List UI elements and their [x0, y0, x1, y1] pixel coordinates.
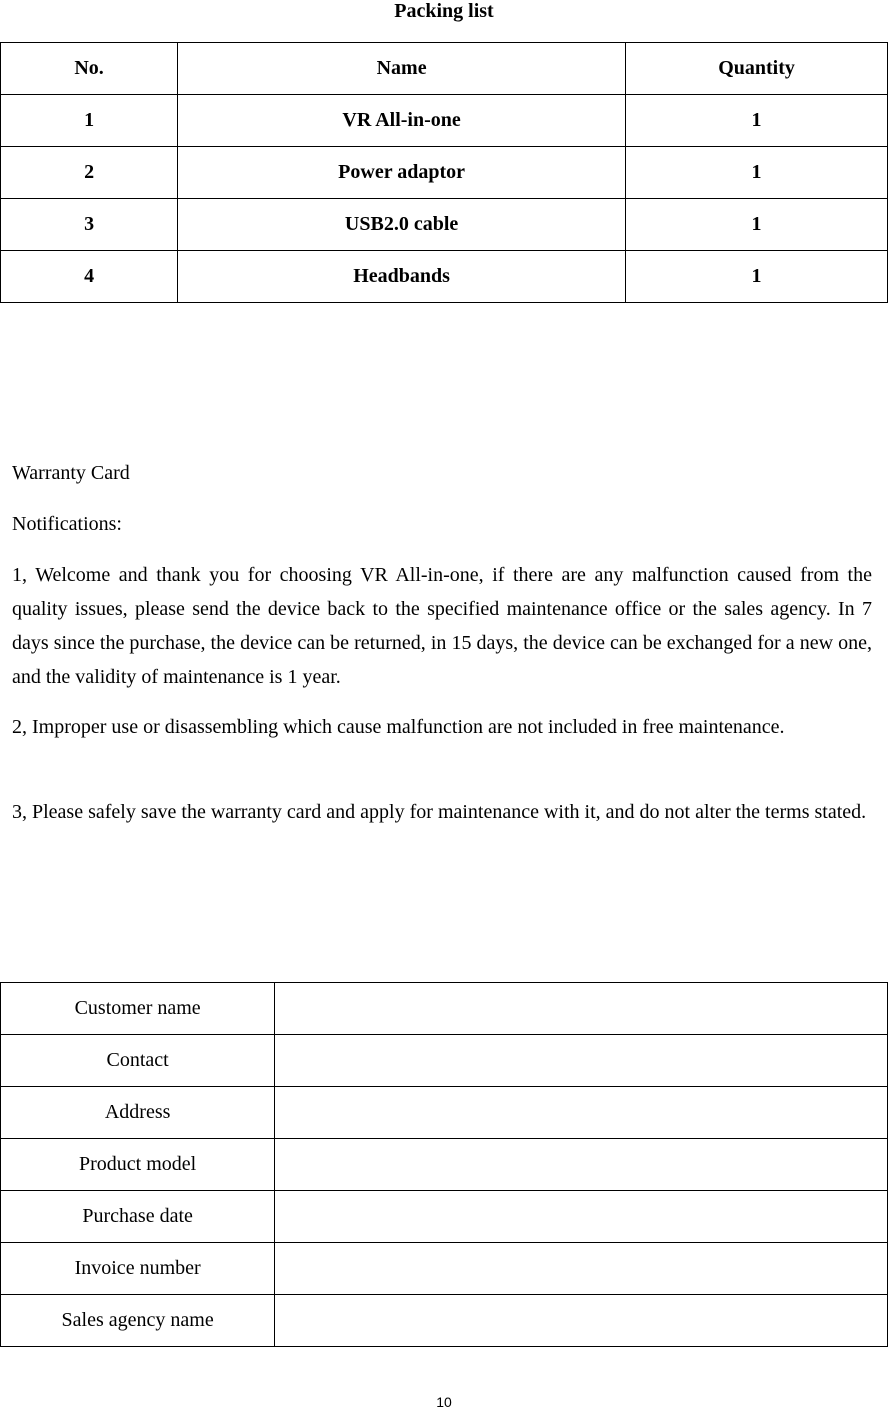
column-header-no: No.	[1, 43, 178, 95]
column-header-name: Name	[178, 43, 626, 95]
table-row	[1, 147, 888, 199]
field-label-purchase-date: Purchase date	[1, 1191, 275, 1243]
field-value-product-model	[275, 1139, 888, 1191]
item-number: 1	[1, 95, 178, 147]
item-name: Headbands	[178, 251, 626, 303]
item-quantity: 1	[626, 251, 888, 303]
field-label-address: Address	[1, 1087, 275, 1139]
field-value-address	[275, 1087, 888, 1139]
item-name: USB2.0 cable	[178, 199, 626, 251]
packing-list-table	[0, 42, 888, 303]
column-header-quantity: Quantity	[626, 43, 888, 95]
table-row	[1, 199, 888, 251]
field-label-customer-name: Customer name	[1, 983, 275, 1035]
field-label-product-model: Product model	[1, 1139, 275, 1191]
item-number: 2	[1, 147, 178, 199]
field-value-purchase-date	[275, 1191, 888, 1243]
table-row	[1, 1087, 888, 1139]
table-row	[1, 1295, 888, 1347]
field-label-contact: Contact	[1, 1035, 275, 1087]
item-number: 4	[1, 251, 178, 303]
warranty-info-table	[0, 982, 888, 1347]
table-row	[1, 95, 888, 147]
item-name: VR All-in-one	[178, 95, 626, 147]
field-value-customer-name	[275, 983, 888, 1035]
table-row	[1, 983, 888, 1035]
table-header-row	[1, 43, 888, 95]
notifications-label: Notifications:	[12, 513, 122, 535]
item-quantity: 1	[626, 199, 888, 251]
field-value-contact	[275, 1035, 888, 1087]
table-row	[1, 1035, 888, 1087]
field-label-sales-agency-name: Sales agency name	[1, 1295, 275, 1347]
packing-list-title: Packing list	[394, 0, 494, 22]
table-row	[1, 1191, 888, 1243]
item-name: Power adaptor	[178, 147, 626, 199]
notification-item: 2, Improper use or disassembling which cause malfunction are not included in free maintenance.	[12, 716, 785, 738]
item-quantity: 1	[626, 95, 888, 147]
table-row	[1, 1243, 888, 1295]
field-label-invoice-number: Invoice number	[1, 1243, 275, 1295]
page-number: 10	[436, 1394, 452, 1410]
table-row	[1, 251, 888, 303]
table-row	[1, 1139, 888, 1191]
notification-item: 3, Please safely save the warranty card and apply for maintenance with it, and do not alter the terms stated.	[12, 801, 867, 823]
field-value-invoice-number	[275, 1243, 888, 1295]
item-number: 3	[1, 199, 178, 251]
field-value-sales-agency-name	[275, 1295, 888, 1347]
warranty-card-heading: Warranty Card	[12, 462, 130, 484]
item-quantity: 1	[626, 147, 888, 199]
notification-item: 1, Welcome and thank you for choosing VR All-in-one, if there are any malfunction caused from the quality issues, please send the device back to the specified maintenance office or the sales agency. In 7 days since the purchase, the device can be returned, in 15 days, the device can be exchanged for a new one, and the validity of maintenance is 1 year.	[12, 564, 872, 688]
